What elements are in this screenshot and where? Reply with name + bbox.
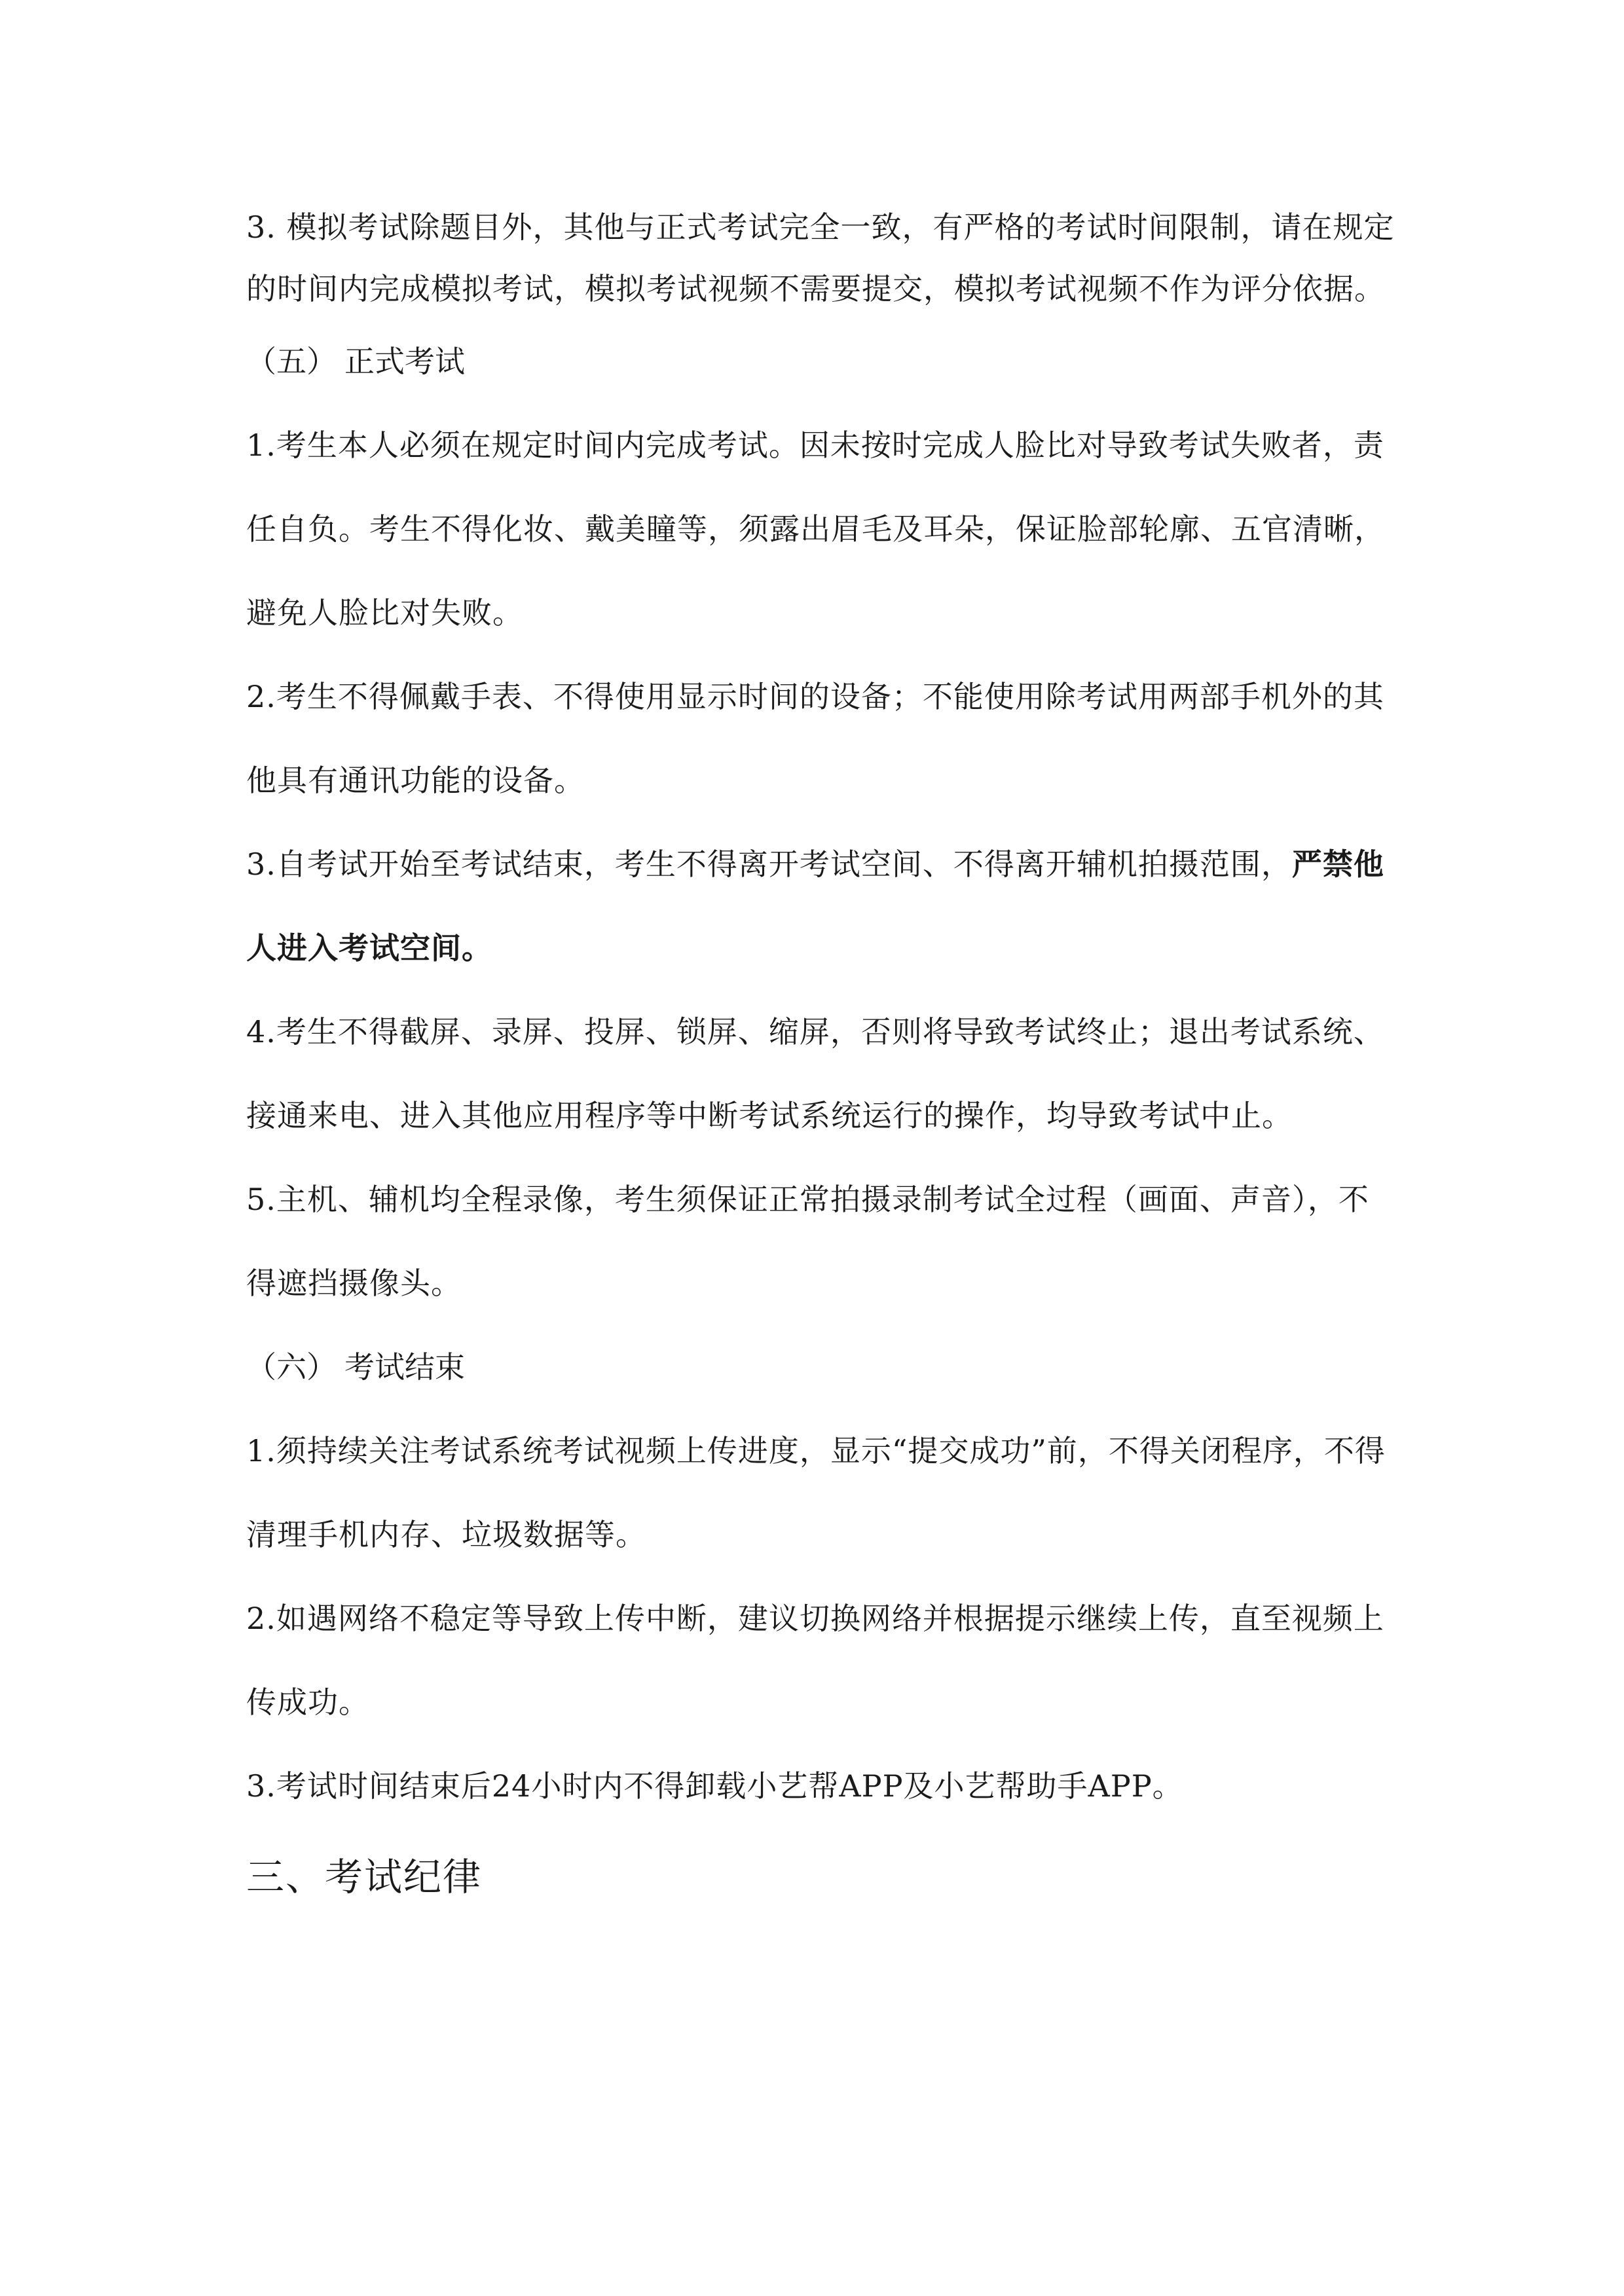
formal-exam-item-2: 2.考生不得佩戴手表、不得使用显示时间的设备；不能使用除考试用两部手机外的其他具有通讯功能的设备。	[246, 679, 1384, 798]
formal-exam-item-1: 1.考生本人必须在规定时间内完成考试。因未按时完成人脸比对导致考试失败者，责任自负。考生不得化妆、戴美瞳等，须露出眉毛及耳朵，保证脸部轮廓、五官清晰，避免人脸比对失败。	[246, 428, 1385, 630]
mock-exam-item-3: 3. 模拟考试除题目外，其他与正式考试完全一致，有严格的考试时间限制，请在规定的时间内完成模拟考试，模拟考试视频不需要提交，模拟考试视频不作为评分依据。	[246, 210, 1395, 306]
formal-exam-item-3-text: 3.自考试开始至考试结束，考生不得离开考试空间、不得离开辅机拍摄范围，	[246, 847, 1292, 882]
section-6-number: （六）	[246, 1349, 337, 1385]
section-6-heading	[246, 1325, 1399, 1409]
exam-end-item-2: 2.如遇网络不稳定等导致上传中断，建议切换网络并根据提示继续上传，直至视频上传成功。	[246, 1601, 1384, 1720]
section-5-title: 正式考试	[344, 344, 465, 379]
exam-end-item-3: 3.考试时间结束后24小时内不得卸载小艺帮APP及小艺帮助手APP。	[246, 1768, 1183, 1804]
exam-end-item-1: 1.须持续关注考试系统考试视频上传进度，显示“提交成功”前，不得关闭程序，不得清理手机内存、垃圾数据等。	[246, 1433, 1386, 1552]
formal-exam-item-3-emphasis: 严禁他人进入考试空间。	[246, 847, 1384, 966]
formal-exam-item-5: 5.主机、辅机均全程录像，考生须保证正常拍摄录制考试全过程（画面、声音），不得遮挡摄像头。	[246, 1182, 1369, 1301]
formal-exam-item-3	[246, 822, 1399, 990]
document-body	[246, 196, 1399, 1926]
section-6-title: 考试结束	[344, 1349, 465, 1385]
section-5-number: （五）	[246, 344, 337, 379]
formal-exam-item-4: 4.考生不得截屏、录屏、投屏、锁屏、缩屏，否则将导致考试终止；退出考试系统、接通来电、进入其他应用程序等中断考试系统运行的操作，均导致考试中止。	[246, 1014, 1384, 1133]
section-5-heading	[246, 319, 1399, 403]
section-3-heading: 三、考试纪律	[246, 1855, 483, 1899]
